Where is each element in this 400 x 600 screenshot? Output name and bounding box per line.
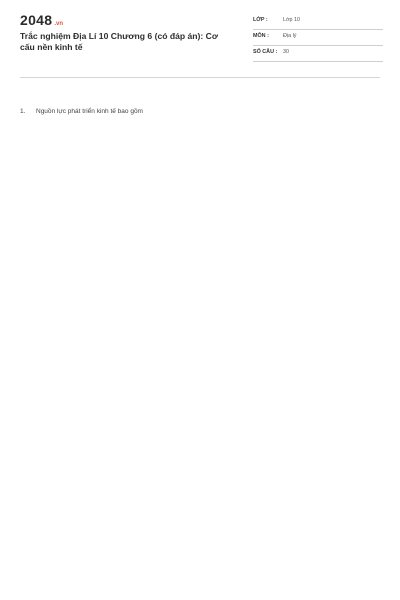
logo-suffix: .vn [54, 21, 64, 27]
site-logo[interactable] [20, 12, 63, 26]
header [0, 0, 400, 72]
logo-text: 2048 [20, 12, 53, 28]
meta-value: 30 [283, 49, 289, 55]
meta-label: LỚP : [253, 17, 268, 23]
question-number: 1. [20, 108, 26, 115]
question-text: Nguồn lực phát triển kinh tế bao gồm [36, 108, 143, 115]
meta-class-row [253, 13, 383, 30]
meta-count-row [253, 45, 383, 62]
meta-label: SỐ CÂU : [253, 49, 278, 55]
header-divider [20, 77, 380, 78]
meta-value: Lớp 10 [283, 17, 301, 23]
page-title: Trắc nghiệm Địa Lí 10 Chương 6 (có đáp án): Cơ cấu nền kinh tế [20, 31, 218, 52]
meta-label: MÔN : [253, 33, 269, 39]
meta-value: Địa lý [283, 33, 297, 39]
meta-subject-row [253, 29, 383, 46]
